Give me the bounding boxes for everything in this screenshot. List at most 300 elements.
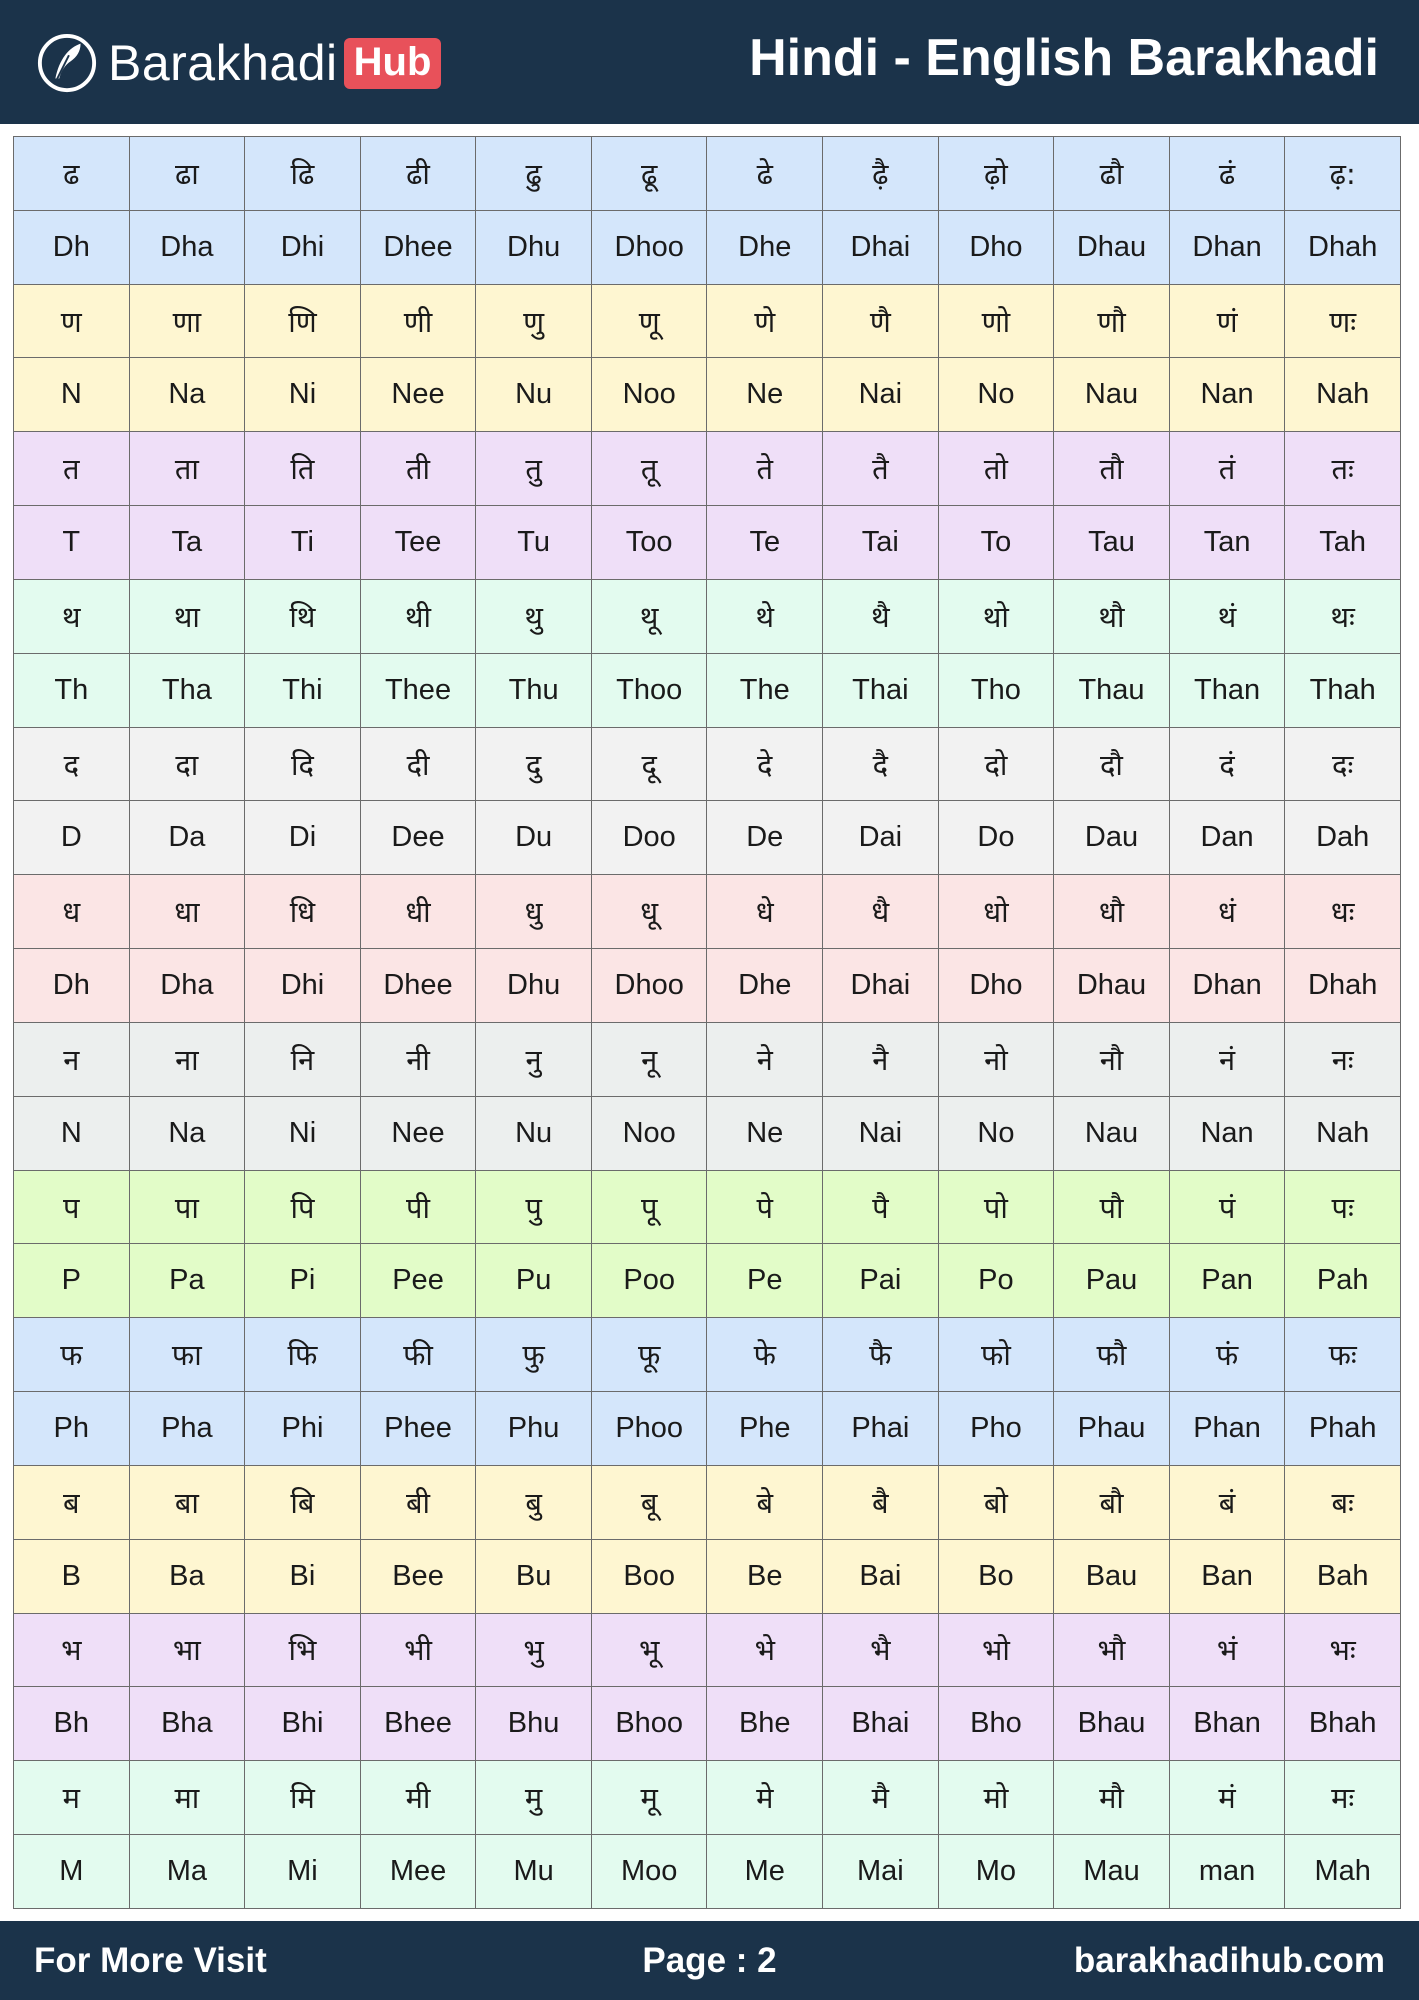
hindi-syllable-cell: फू — [591, 1318, 707, 1392]
english-syllable-cell: Ma — [129, 1835, 245, 1909]
table-row — [14, 727, 1401, 801]
hindi-syllable-cell: पा — [129, 1170, 245, 1244]
english-syllable-cell: Mo — [938, 1835, 1054, 1909]
hindi-syllable-cell: नी — [360, 1022, 476, 1096]
english-syllable-cell: Pha — [129, 1392, 245, 1466]
english-syllable-cell: Noo — [591, 1096, 707, 1170]
hindi-syllable-cell: फि — [245, 1318, 361, 1392]
hindi-syllable-cell: दु — [476, 727, 592, 801]
english-syllable-cell: Pai — [823, 1244, 939, 1318]
english-syllable-cell: Bhe — [707, 1687, 823, 1761]
english-syllable-cell: Dhi — [245, 949, 361, 1023]
english-syllable-cell: Di — [245, 801, 361, 875]
english-syllable-cell: Te — [707, 506, 823, 580]
hindi-syllable-cell: फी — [360, 1318, 476, 1392]
hindi-syllable-cell: नं — [1169, 1022, 1285, 1096]
hindi-syllable-cell: थि — [245, 579, 361, 653]
hindi-syllable-cell: थौ — [1054, 579, 1170, 653]
english-syllable-cell: Nah — [1285, 1096, 1401, 1170]
hindi-syllable-cell: फै — [823, 1318, 939, 1392]
table-row — [14, 284, 1401, 358]
hindi-syllable-cell: थो — [938, 579, 1054, 653]
hindi-syllable-cell: पं — [1169, 1170, 1285, 1244]
hindi-syllable-cell: भा — [129, 1613, 245, 1687]
english-syllable-cell: Nau — [1054, 1096, 1170, 1170]
english-syllable-cell: Dhu — [476, 210, 592, 284]
english-syllable-cell: Bhah — [1285, 1687, 1401, 1761]
hindi-syllable-cell: दौ — [1054, 727, 1170, 801]
hindi-syllable-cell: णो — [938, 284, 1054, 358]
hindi-syllable-cell: थु — [476, 579, 592, 653]
hindi-syllable-cell: मे — [707, 1761, 823, 1835]
hindi-syllable-cell: तू — [591, 432, 707, 506]
english-syllable-cell: No — [938, 358, 1054, 432]
hindi-syllable-cell: ढू — [591, 137, 707, 211]
english-syllable-cell: Boo — [591, 1539, 707, 1613]
english-syllable-cell: Mau — [1054, 1835, 1170, 1909]
hindi-syllable-cell: ण — [14, 284, 130, 358]
english-syllable-cell: Nai — [823, 358, 939, 432]
hindi-syllable-cell: पौ — [1054, 1170, 1170, 1244]
english-syllable-cell: Ni — [245, 358, 361, 432]
english-syllable-cell: Bee — [360, 1539, 476, 1613]
english-syllable-cell: Nu — [476, 358, 592, 432]
english-syllable-cell: Phee — [360, 1392, 476, 1466]
hindi-syllable-cell: णं — [1169, 284, 1285, 358]
english-syllable-cell: B — [14, 1539, 130, 1613]
english-syllable-cell: Ph — [14, 1392, 130, 1466]
english-syllable-cell: Da — [129, 801, 245, 875]
hindi-syllable-cell: फ — [14, 1318, 130, 1392]
hindi-syllable-cell: ते — [707, 432, 823, 506]
logo — [36, 30, 441, 96]
english-syllable-cell: Bh — [14, 1687, 130, 1761]
table-row — [14, 1170, 1401, 1244]
english-syllable-cell: Dhau — [1054, 210, 1170, 284]
hindi-syllable-cell: थी — [360, 579, 476, 653]
hindi-syllable-cell: फु — [476, 1318, 592, 1392]
hindi-syllable-cell: धं — [1169, 875, 1285, 949]
english-syllable-cell: Po — [938, 1244, 1054, 1318]
english-syllable-cell: Nan — [1169, 358, 1285, 432]
hindi-syllable-cell: मू — [591, 1761, 707, 1835]
english-syllable-cell: Bhan — [1169, 1687, 1285, 1761]
hindi-syllable-cell: बो — [938, 1465, 1054, 1539]
hindi-syllable-cell: धः — [1285, 875, 1401, 949]
english-syllable-cell: Tah — [1285, 506, 1401, 580]
english-syllable-cell: Doo — [591, 801, 707, 875]
hindi-syllable-cell: फो — [938, 1318, 1054, 1392]
english-syllable-cell: Dhu — [476, 949, 592, 1023]
hindi-syllable-cell: भे — [707, 1613, 823, 1687]
table-row — [14, 653, 1401, 727]
hindi-syllable-cell: धी — [360, 875, 476, 949]
logo-badge: Hub — [344, 38, 442, 89]
english-syllable-cell: Ne — [707, 358, 823, 432]
hindi-syllable-cell: मै — [823, 1761, 939, 1835]
page-title: Hindi - English Barakhadi — [749, 29, 1379, 87]
hindi-syllable-cell: पि — [245, 1170, 361, 1244]
hindi-syllable-cell: मौ — [1054, 1761, 1170, 1835]
english-syllable-cell: Phe — [707, 1392, 823, 1466]
hindi-syllable-cell: ढी — [360, 137, 476, 211]
hindi-syllable-cell: णै — [823, 284, 939, 358]
hindi-syllable-cell: मी — [360, 1761, 476, 1835]
english-syllable-cell: Mu — [476, 1835, 592, 1909]
hindi-syllable-cell: नु — [476, 1022, 592, 1096]
hindi-syllable-cell: धि — [245, 875, 361, 949]
hindi-syllable-cell: थं — [1169, 579, 1285, 653]
hindi-syllable-cell: धै — [823, 875, 939, 949]
hindi-syllable-cell: भि — [245, 1613, 361, 1687]
hindi-syllable-cell: ढि — [245, 137, 361, 211]
hindi-syllable-cell: धु — [476, 875, 592, 949]
footer-bar — [0, 1921, 1419, 2000]
english-syllable-cell: Dh — [14, 210, 130, 284]
hindi-syllable-cell: दू — [591, 727, 707, 801]
hindi-syllable-cell: बु — [476, 1465, 592, 1539]
hindi-syllable-cell: तै — [823, 432, 939, 506]
hindi-syllable-cell: नू — [591, 1022, 707, 1096]
table-row — [14, 949, 1401, 1023]
hindi-syllable-cell: बं — [1169, 1465, 1285, 1539]
hindi-syllable-cell: नि — [245, 1022, 361, 1096]
hindi-syllable-cell: नै — [823, 1022, 939, 1096]
hindi-syllable-cell: ढं — [1169, 137, 1285, 211]
hindi-syllable-cell: नो — [938, 1022, 1054, 1096]
english-syllable-cell: Phai — [823, 1392, 939, 1466]
hindi-syllable-cell: पो — [938, 1170, 1054, 1244]
hindi-syllable-cell: ढ़ै — [823, 137, 939, 211]
hindi-syllable-cell: णि — [245, 284, 361, 358]
english-syllable-cell: Pho — [938, 1392, 1054, 1466]
english-syllable-cell: Bho — [938, 1687, 1054, 1761]
table-row — [14, 1687, 1401, 1761]
english-syllable-cell: Nai — [823, 1096, 939, 1170]
hindi-syllable-cell: पु — [476, 1170, 592, 1244]
english-syllable-cell: Pe — [707, 1244, 823, 1318]
hindi-syllable-cell: दि — [245, 727, 361, 801]
english-syllable-cell: Pi — [245, 1244, 361, 1318]
hindi-syllable-cell: मि — [245, 1761, 361, 1835]
english-syllable-cell: Bhau — [1054, 1687, 1170, 1761]
hindi-syllable-cell: पे — [707, 1170, 823, 1244]
english-syllable-cell: Dau — [1054, 801, 1170, 875]
hindi-syllable-cell: णा — [129, 284, 245, 358]
english-syllable-cell: Ta — [129, 506, 245, 580]
english-syllable-cell: Nah — [1285, 358, 1401, 432]
hindi-syllable-cell: णी — [360, 284, 476, 358]
english-syllable-cell: Than — [1169, 653, 1285, 727]
english-syllable-cell: Phi — [245, 1392, 361, 1466]
english-syllable-cell: De — [707, 801, 823, 875]
table-row — [14, 1318, 1401, 1392]
table-row — [14, 1244, 1401, 1318]
table-row — [14, 1096, 1401, 1170]
english-syllable-cell: Pau — [1054, 1244, 1170, 1318]
english-syllable-cell: Dhe — [707, 949, 823, 1023]
english-syllable-cell: Bo — [938, 1539, 1054, 1613]
english-syllable-cell: Ba — [129, 1539, 245, 1613]
english-syllable-cell: Phah — [1285, 1392, 1401, 1466]
table-row — [14, 875, 1401, 949]
english-syllable-cell: Ne — [707, 1096, 823, 1170]
english-syllable-cell: Ni — [245, 1096, 361, 1170]
english-syllable-cell: Poo — [591, 1244, 707, 1318]
barakhadi-table — [13, 136, 1401, 1909]
english-syllable-cell: Bah — [1285, 1539, 1401, 1613]
table-row — [14, 137, 1401, 211]
english-syllable-cell: Pu — [476, 1244, 592, 1318]
hindi-syllable-cell: ध — [14, 875, 130, 949]
hindi-syllable-cell: फं — [1169, 1318, 1285, 1392]
hindi-syllable-cell: फे — [707, 1318, 823, 1392]
hindi-syllable-cell: दा — [129, 727, 245, 801]
hindi-syllable-cell: ढु — [476, 137, 592, 211]
hindi-syllable-cell: थः — [1285, 579, 1401, 653]
hindi-syllable-cell: पै — [823, 1170, 939, 1244]
english-syllable-cell: Be — [707, 1539, 823, 1613]
hindi-syllable-cell: भः — [1285, 1613, 1401, 1687]
hindi-syllable-cell: ति — [245, 432, 361, 506]
hindi-syllable-cell: मो — [938, 1761, 1054, 1835]
hindi-syllable-cell: ढे — [707, 137, 823, 211]
table-row — [14, 579, 1401, 653]
hindi-syllable-cell: दं — [1169, 727, 1285, 801]
english-syllable-cell: Bhoo — [591, 1687, 707, 1761]
english-syllable-cell: Bhi — [245, 1687, 361, 1761]
english-syllable-cell: Phoo — [591, 1392, 707, 1466]
english-syllable-cell: Dhai — [823, 210, 939, 284]
english-syllable-cell: Tai — [823, 506, 939, 580]
logo-wordmark: Barakhadi — [108, 35, 338, 91]
feather-quill-icon — [36, 32, 98, 94]
hindi-syllable-cell: नौ — [1054, 1022, 1170, 1096]
english-syllable-cell: Nee — [360, 1096, 476, 1170]
english-syllable-cell: Bhu — [476, 1687, 592, 1761]
hindi-syllable-cell: द — [14, 727, 130, 801]
hindi-syllable-cell: बौ — [1054, 1465, 1170, 1539]
english-syllable-cell: Tho — [938, 653, 1054, 727]
table-row — [14, 432, 1401, 506]
english-syllable-cell: To — [938, 506, 1054, 580]
english-syllable-cell: Thu — [476, 653, 592, 727]
hindi-syllable-cell: दः — [1285, 727, 1401, 801]
hindi-syllable-cell: ढौ — [1054, 137, 1170, 211]
english-syllable-cell: Dhai — [823, 949, 939, 1023]
english-syllable-cell: Dhoo — [591, 949, 707, 1023]
hindi-syllable-cell: भु — [476, 1613, 592, 1687]
hindi-syllable-cell: बी — [360, 1465, 476, 1539]
hindi-syllable-cell: मः — [1285, 1761, 1401, 1835]
english-syllable-cell: D — [14, 801, 130, 875]
hindi-syllable-cell: तं — [1169, 432, 1285, 506]
hindi-syllable-cell: ढ़: — [1285, 137, 1401, 211]
hindi-syllable-cell: दो — [938, 727, 1054, 801]
hindi-syllable-cell: णे — [707, 284, 823, 358]
table-row — [14, 1392, 1401, 1466]
english-syllable-cell: Dhi — [245, 210, 361, 284]
hindi-syllable-cell: था — [129, 579, 245, 653]
table-row — [14, 1022, 1401, 1096]
english-syllable-cell: Phan — [1169, 1392, 1285, 1466]
english-syllable-cell: Nau — [1054, 358, 1170, 432]
english-syllable-cell: Dhe — [707, 210, 823, 284]
english-syllable-cell: Pa — [129, 1244, 245, 1318]
table-row — [14, 1539, 1401, 1613]
hindi-syllable-cell: फा — [129, 1318, 245, 1392]
english-syllable-cell: Bha — [129, 1687, 245, 1761]
hindi-syllable-cell: मु — [476, 1761, 592, 1835]
english-syllable-cell: Dho — [938, 210, 1054, 284]
english-syllable-cell: Moo — [591, 1835, 707, 1909]
hindi-syllable-cell: पी — [360, 1170, 476, 1244]
hindi-syllable-cell: णौ — [1054, 284, 1170, 358]
hindi-syllable-cell: भ — [14, 1613, 130, 1687]
hindi-syllable-cell: तः — [1285, 432, 1401, 506]
hindi-syllable-cell: भी — [360, 1613, 476, 1687]
table-row — [14, 801, 1401, 875]
english-syllable-cell: Dhan — [1169, 210, 1285, 284]
english-syllable-cell: Dhau — [1054, 949, 1170, 1023]
english-syllable-cell: N — [14, 358, 130, 432]
hindi-syllable-cell: न — [14, 1022, 130, 1096]
hindi-syllable-cell: थे — [707, 579, 823, 653]
english-syllable-cell: man — [1169, 1835, 1285, 1909]
hindi-syllable-cell: प — [14, 1170, 130, 1244]
hindi-syllable-cell: त — [14, 432, 130, 506]
hindi-syllable-cell: बू — [591, 1465, 707, 1539]
hindi-syllable-cell: ना — [129, 1022, 245, 1096]
hindi-syllable-cell: ब — [14, 1465, 130, 1539]
english-syllable-cell: N — [14, 1096, 130, 1170]
english-syllable-cell: Thah — [1285, 653, 1401, 727]
english-syllable-cell: Ban — [1169, 1539, 1285, 1613]
english-syllable-cell: Th — [14, 653, 130, 727]
hindi-syllable-cell: भं — [1169, 1613, 1285, 1687]
english-syllable-cell: Mah — [1285, 1835, 1401, 1909]
english-syllable-cell: Bhee — [360, 1687, 476, 1761]
english-syllable-cell: Tan — [1169, 506, 1285, 580]
english-syllable-cell: Bau — [1054, 1539, 1170, 1613]
hindi-syllable-cell: ढ — [14, 137, 130, 211]
english-syllable-cell: Bhai — [823, 1687, 939, 1761]
hindi-syllable-cell: मा — [129, 1761, 245, 1835]
hindi-syllable-cell: ढ़ो — [938, 137, 1054, 211]
english-syllable-cell: Na — [129, 358, 245, 432]
english-syllable-cell: Nan — [1169, 1096, 1285, 1170]
table-row — [14, 210, 1401, 284]
english-syllable-cell: Pah — [1285, 1244, 1401, 1318]
english-syllable-cell: Nee — [360, 358, 476, 432]
english-syllable-cell: Nu — [476, 1096, 592, 1170]
english-syllable-cell: Dai — [823, 801, 939, 875]
hindi-syllable-cell: फौ — [1054, 1318, 1170, 1392]
english-syllable-cell: Mi — [245, 1835, 361, 1909]
table-row — [14, 1613, 1401, 1687]
english-syllable-cell: Pan — [1169, 1244, 1285, 1318]
english-syllable-cell: Du — [476, 801, 592, 875]
english-syllable-cell: Dhoo — [591, 210, 707, 284]
english-syllable-cell: Dhan — [1169, 949, 1285, 1023]
english-syllable-cell: Too — [591, 506, 707, 580]
hindi-syllable-cell: धो — [938, 875, 1054, 949]
english-syllable-cell: Phau — [1054, 1392, 1170, 1466]
english-syllable-cell: Mee — [360, 1835, 476, 1909]
hindi-syllable-cell: तु — [476, 432, 592, 506]
english-syllable-cell: Thau — [1054, 653, 1170, 727]
hindi-syllable-cell: मं — [1169, 1761, 1285, 1835]
hindi-syllable-cell: धौ — [1054, 875, 1170, 949]
english-syllable-cell: Tha — [129, 653, 245, 727]
english-syllable-cell: Thi — [245, 653, 361, 727]
hindi-syllable-cell: भै — [823, 1613, 939, 1687]
english-syllable-cell: T — [14, 506, 130, 580]
page-number: Page : 2 — [642, 1941, 777, 1980]
website-link[interactable]: barakhadihub.com — [1073, 1941, 1385, 1980]
english-syllable-cell: Bi — [245, 1539, 361, 1613]
hindi-syllable-cell: म — [14, 1761, 130, 1835]
english-syllable-cell: Pee — [360, 1244, 476, 1318]
english-syllable-cell: Dah — [1285, 801, 1401, 875]
hindi-syllable-cell: भौ — [1054, 1613, 1170, 1687]
hindi-syllable-cell: बा — [129, 1465, 245, 1539]
footer-visit-label: For More Visit — [34, 1941, 267, 1980]
english-syllable-cell: Dee — [360, 801, 476, 875]
hindi-syllable-cell: बि — [245, 1465, 361, 1539]
hindi-syllable-cell: बः — [1285, 1465, 1401, 1539]
hindi-syllable-cell: थै — [823, 579, 939, 653]
hindi-syllable-cell: दी — [360, 727, 476, 801]
english-syllable-cell: Thoo — [591, 653, 707, 727]
english-syllable-cell: Dho — [938, 949, 1054, 1023]
english-syllable-cell: Thai — [823, 653, 939, 727]
english-syllable-cell: Dh — [14, 949, 130, 1023]
hindi-syllable-cell: ता — [129, 432, 245, 506]
english-syllable-cell: Thee — [360, 653, 476, 727]
english-syllable-cell: M — [14, 1835, 130, 1909]
english-syllable-cell: Ti — [245, 506, 361, 580]
barakhadi-table-body — [14, 137, 1401, 1909]
english-syllable-cell: Me — [707, 1835, 823, 1909]
hindi-syllable-cell: ने — [707, 1022, 823, 1096]
hindi-syllable-cell: दै — [823, 727, 939, 801]
hindi-syllable-cell: तौ — [1054, 432, 1170, 506]
english-syllable-cell: Tau — [1054, 506, 1170, 580]
table-row — [14, 506, 1401, 580]
english-syllable-cell: Noo — [591, 358, 707, 432]
hindi-syllable-cell: णु — [476, 284, 592, 358]
hindi-syllable-cell: ती — [360, 432, 476, 506]
english-syllable-cell: Dhee — [360, 949, 476, 1023]
hindi-syllable-cell: पः — [1285, 1170, 1401, 1244]
hindi-syllable-cell: ढा — [129, 137, 245, 211]
english-syllable-cell: Do — [938, 801, 1054, 875]
table-row — [14, 1465, 1401, 1539]
hindi-syllable-cell: दे — [707, 727, 823, 801]
hindi-syllable-cell: थ — [14, 579, 130, 653]
hindi-syllable-cell: धू — [591, 875, 707, 949]
hindi-syllable-cell: भो — [938, 1613, 1054, 1687]
english-syllable-cell: The — [707, 653, 823, 727]
english-syllable-cell: No — [938, 1096, 1054, 1170]
hindi-syllable-cell: णू — [591, 284, 707, 358]
hindi-syllable-cell: फः — [1285, 1318, 1401, 1392]
english-syllable-cell: P — [14, 1244, 130, 1318]
english-syllable-cell: Phu — [476, 1392, 592, 1466]
english-syllable-cell: Dha — [129, 210, 245, 284]
hindi-syllable-cell: णः — [1285, 284, 1401, 358]
